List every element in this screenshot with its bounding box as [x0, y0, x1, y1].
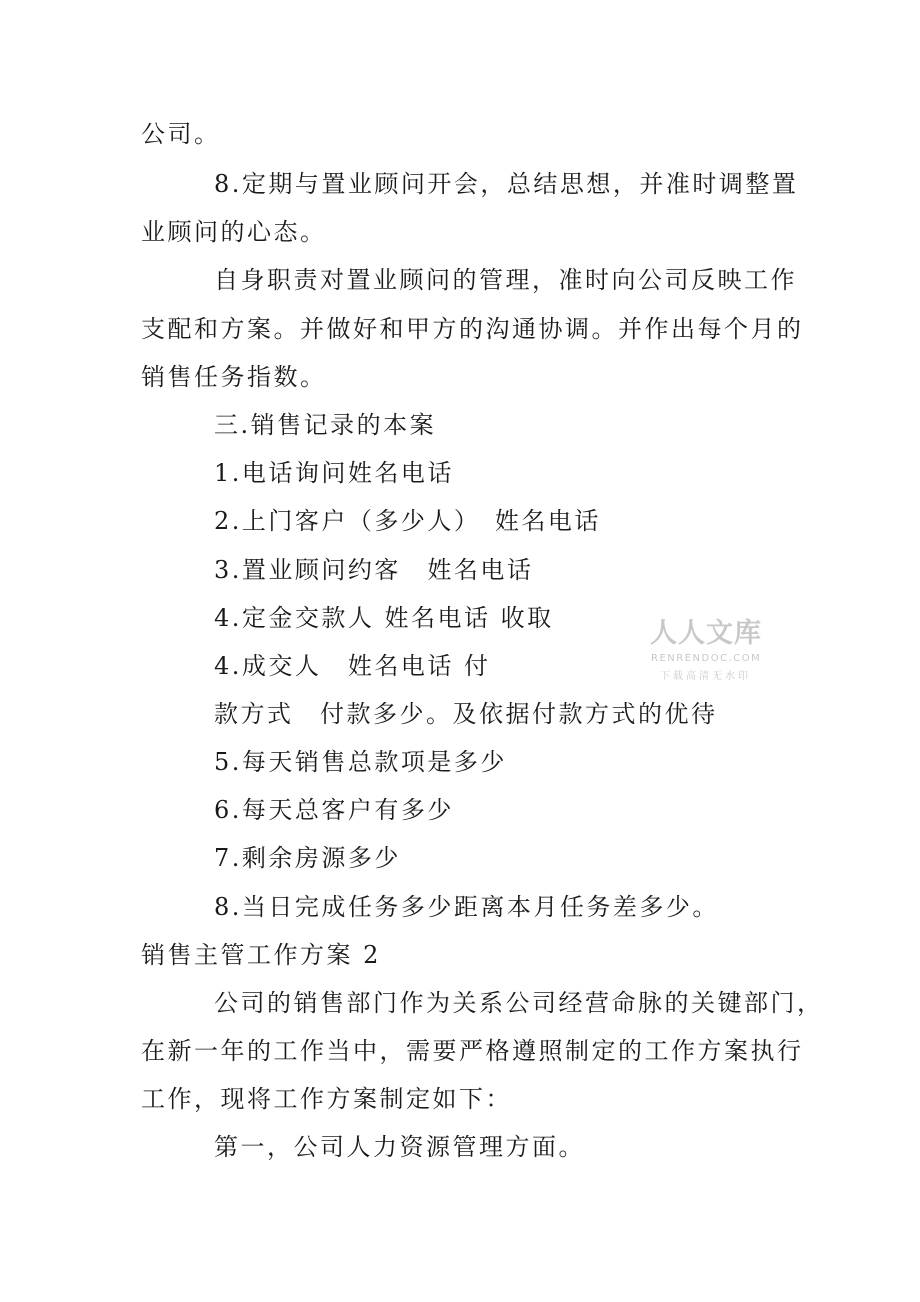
text-line: 第一，公司人力资源管理方面。 — [214, 1133, 585, 1161]
list-item: 5.每天销售总款项是多少 — [214, 748, 507, 776]
text-line: 自身职责对置业顾问的管理，准时向公司反映工作 — [214, 266, 797, 294]
text-line: 公司。 — [141, 120, 221, 148]
section-title: 销售主管工作方案 2 — [141, 941, 381, 969]
list-item: 2.上门客户（多少人） 姓名电话 — [214, 507, 601, 535]
list-item: 4.定金交款人 姓名电话 收取 — [214, 604, 554, 632]
text-line: 在新一年的工作当中，需要严格遵照制定的工作方案执行 — [141, 1037, 804, 1065]
text-line: 8.定期与置业顾问开会，总结思想，并准时调整置 — [214, 170, 799, 198]
list-item: 1.电话询问姓名电话 — [214, 459, 454, 487]
text-line: 支配和方案。并做好和甲方的沟通协调。并作出每个月的 — [141, 315, 804, 343]
list-item: 3.置业顾问约客 姓名电话 — [214, 556, 534, 584]
list-item: 4.成交人 姓名电话 付 — [214, 652, 491, 680]
text-line: 工作，现将工作方案制定如下： — [141, 1085, 512, 1113]
list-item: 7.剩余房源多少 — [214, 844, 401, 872]
text-line: 业顾问的心态。 — [141, 218, 327, 246]
text-line: 销售任务指数。 — [141, 363, 327, 391]
list-item: 6.每天总客户有多少 — [214, 796, 454, 824]
watermark-url: RENRENDOC.COM — [651, 653, 762, 664]
watermark-title: 人人文库 — [650, 618, 762, 649]
text-line: 公司的销售部门作为关系公司经营命脉的关键部门， — [214, 989, 824, 1017]
list-item: 款方式 付款多少。及依据付款方式的优待 — [214, 700, 718, 728]
section-heading: 三.销售记录的本案 — [214, 411, 437, 439]
watermark-tagline: 下载高清无水印 — [660, 671, 751, 682]
list-item: 8.当日完成任务多少距离本月任务差多少。 — [214, 893, 719, 921]
